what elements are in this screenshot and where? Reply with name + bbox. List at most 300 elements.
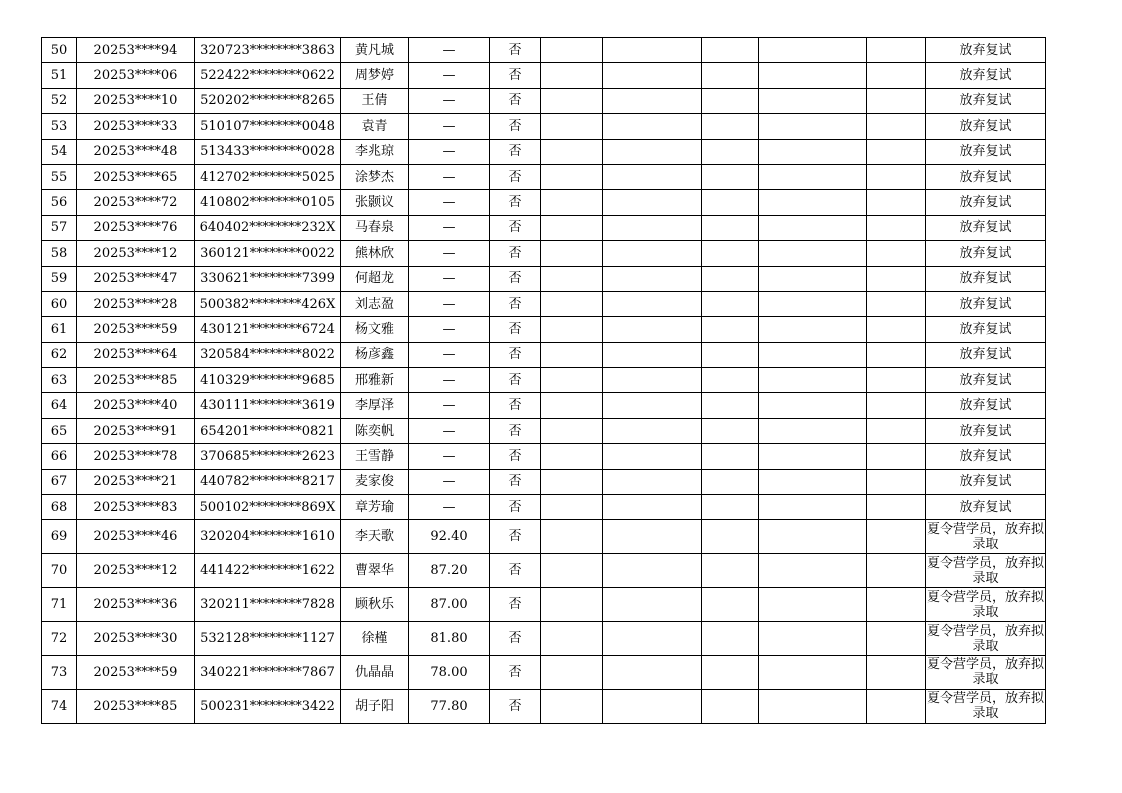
id-number-cell: 320723********3863 <box>195 38 341 63</box>
score-cell: — <box>409 241 490 266</box>
blank-cell <box>702 689 759 723</box>
id-number-cell: 320211********7828 <box>195 588 341 622</box>
note-cell: 放弃复试 <box>926 63 1046 88</box>
admit-flag-cell: 否 <box>490 520 541 554</box>
table-row <box>42 63 1046 88</box>
score-cell: — <box>409 114 490 139</box>
blank-cell <box>702 190 759 215</box>
blank-cell <box>867 689 926 723</box>
id-number-cell: 654201********0821 <box>195 418 341 443</box>
note-cell: 放弃复试 <box>926 266 1046 291</box>
note-cell: 放弃复试 <box>926 241 1046 266</box>
admit-flag-cell: 否 <box>490 393 541 418</box>
blank-cell <box>759 241 867 266</box>
blank-cell <box>541 418 603 443</box>
admit-flag-cell: 否 <box>490 554 541 588</box>
id-number-cell: 360121********0022 <box>195 241 341 266</box>
admit-flag-cell: 否 <box>490 444 541 469</box>
blank-cell <box>702 393 759 418</box>
score-cell: — <box>409 291 490 316</box>
blank-cell <box>702 418 759 443</box>
note-cell: 放弃复试 <box>926 393 1046 418</box>
blank-cell <box>541 139 603 164</box>
blank-cell <box>759 393 867 418</box>
name-cell: 李厚泽 <box>341 393 409 418</box>
blank-cell <box>867 444 926 469</box>
blank-cell <box>759 554 867 588</box>
name-cell: 仇晶晶 <box>341 655 409 689</box>
blank-cell <box>759 291 867 316</box>
blank-cell <box>759 342 867 367</box>
blank-cell <box>603 63 702 88</box>
blank-cell <box>603 444 702 469</box>
blank-cell <box>702 139 759 164</box>
blank-cell <box>603 291 702 316</box>
blank-cell <box>702 554 759 588</box>
seq-cell: 58 <box>42 241 77 266</box>
blank-cell <box>867 317 926 342</box>
blank-cell <box>541 622 603 656</box>
name-cell: 曹翠华 <box>341 554 409 588</box>
admit-flag-cell: 否 <box>490 469 541 494</box>
name-cell: 顾秋乐 <box>341 588 409 622</box>
blank-cell <box>702 655 759 689</box>
blank-cell <box>541 588 603 622</box>
note-cell: 放弃复试 <box>926 444 1046 469</box>
seq-cell: 51 <box>42 63 77 88</box>
blank-cell <box>702 241 759 266</box>
seq-cell: 65 <box>42 418 77 443</box>
note-cell: 放弃复试 <box>926 164 1046 189</box>
name-cell: 何超龙 <box>341 266 409 291</box>
blank-cell <box>867 114 926 139</box>
score-cell: — <box>409 418 490 443</box>
id-number-cell: 430121********6724 <box>195 317 341 342</box>
id-number-cell: 440782********8217 <box>195 469 341 494</box>
table-row <box>42 114 1046 139</box>
id-number-cell: 510107********0048 <box>195 114 341 139</box>
blank-cell <box>867 495 926 520</box>
score-cell: 77.80 <box>409 689 490 723</box>
score-cell: — <box>409 38 490 63</box>
note-cell: 放弃复试 <box>926 418 1046 443</box>
blank-cell <box>603 266 702 291</box>
score-cell: — <box>409 63 490 88</box>
note-cell: 放弃复试 <box>926 215 1046 240</box>
blank-cell <box>867 469 926 494</box>
note-cell: 放弃复试 <box>926 139 1046 164</box>
blank-cell <box>759 495 867 520</box>
blank-cell <box>603 38 702 63</box>
table-row <box>42 368 1046 393</box>
note-cell: 夏令营学员，放弃拟录取 <box>926 691 1044 722</box>
table-row <box>42 588 1046 622</box>
blank-cell <box>702 622 759 656</box>
exam-number-cell: 20253****47 <box>77 266 195 291</box>
blank-cell <box>541 266 603 291</box>
name-cell: 李兆琼 <box>341 139 409 164</box>
exam-number-cell: 20253****65 <box>77 164 195 189</box>
note-cell: 放弃复试 <box>926 291 1046 316</box>
name-cell: 杨文雅 <box>341 317 409 342</box>
note-cell: 夏令营学员，放弃拟录取 <box>926 589 1044 620</box>
seq-cell: 64 <box>42 393 77 418</box>
table-row <box>42 38 1046 63</box>
blank-cell <box>702 469 759 494</box>
table-row <box>42 689 1046 723</box>
name-cell: 章芳瑜 <box>341 495 409 520</box>
name-cell: 刘志盈 <box>341 291 409 316</box>
exam-number-cell: 20253****30 <box>77 622 195 656</box>
note-cell: 放弃复试 <box>926 495 1046 520</box>
name-cell: 麦家俊 <box>341 469 409 494</box>
blank-cell <box>759 520 867 554</box>
score-cell: 92.40 <box>409 520 490 554</box>
blank-cell <box>541 190 603 215</box>
blank-cell <box>603 469 702 494</box>
exam-number-cell: 20253****59 <box>77 655 195 689</box>
blank-cell <box>702 291 759 316</box>
blank-cell <box>867 139 926 164</box>
blank-cell <box>759 139 867 164</box>
blank-cell <box>759 215 867 240</box>
blank-cell <box>603 88 702 113</box>
seq-cell: 69 <box>42 520 77 554</box>
seq-cell: 73 <box>42 655 77 689</box>
blank-cell <box>603 342 702 367</box>
admit-flag-cell: 否 <box>490 689 541 723</box>
blank-cell <box>541 38 603 63</box>
score-cell: 87.20 <box>409 554 490 588</box>
note-cell: 放弃复试 <box>926 342 1046 367</box>
note-cell: 放弃复试 <box>926 469 1046 494</box>
name-cell: 涂梦杰 <box>341 164 409 189</box>
blank-cell <box>541 88 603 113</box>
exam-number-cell: 20253****33 <box>77 114 195 139</box>
table-row <box>42 317 1046 342</box>
score-cell: 78.00 <box>409 655 490 689</box>
blank-cell <box>541 444 603 469</box>
exam-number-cell: 20253****36 <box>77 588 195 622</box>
blank-cell <box>759 418 867 443</box>
admit-flag-cell: 否 <box>490 241 541 266</box>
score-cell: — <box>409 164 490 189</box>
score-cell: — <box>409 444 490 469</box>
id-number-cell: 370685********2623 <box>195 444 341 469</box>
admit-flag-cell: 否 <box>490 495 541 520</box>
name-cell: 熊林欣 <box>341 241 409 266</box>
blank-cell <box>759 622 867 656</box>
blank-cell <box>603 368 702 393</box>
score-cell: — <box>409 139 490 164</box>
blank-cell <box>867 241 926 266</box>
blank-cell <box>759 190 867 215</box>
blank-cell <box>702 164 759 189</box>
seq-cell: 72 <box>42 622 77 656</box>
exam-number-cell: 20253****06 <box>77 63 195 88</box>
blank-cell <box>759 88 867 113</box>
admit-flag-cell: 否 <box>490 215 541 240</box>
blank-cell <box>867 622 926 656</box>
blank-cell <box>867 655 926 689</box>
table-row <box>42 554 1046 588</box>
id-number-cell: 410329********9685 <box>195 368 341 393</box>
score-cell: 87.00 <box>409 588 490 622</box>
blank-cell <box>541 393 603 418</box>
admit-flag-cell: 否 <box>490 38 541 63</box>
blank-cell <box>759 588 867 622</box>
blank-cell <box>867 266 926 291</box>
blank-cell <box>759 317 867 342</box>
name-cell: 王雪静 <box>341 444 409 469</box>
exam-number-cell: 20253****59 <box>77 317 195 342</box>
blank-cell <box>603 554 702 588</box>
note-cell: 放弃复试 <box>926 368 1046 393</box>
exam-number-cell: 20253****48 <box>77 139 195 164</box>
score-cell: — <box>409 495 490 520</box>
blank-cell <box>603 241 702 266</box>
seq-cell: 59 <box>42 266 77 291</box>
note-cell: 夏令营学员，放弃拟录取 <box>926 521 1044 552</box>
blank-cell <box>603 317 702 342</box>
admit-flag-cell: 否 <box>490 317 541 342</box>
id-number-cell: 330621********7399 <box>195 266 341 291</box>
score-cell: — <box>409 342 490 367</box>
score-cell: — <box>409 469 490 494</box>
name-cell: 徐槿 <box>341 622 409 656</box>
blank-cell <box>702 588 759 622</box>
blank-cell <box>759 368 867 393</box>
blank-cell <box>603 418 702 443</box>
blank-cell <box>603 164 702 189</box>
blank-cell <box>759 114 867 139</box>
blank-cell <box>702 368 759 393</box>
exam-number-cell: 20253****12 <box>77 241 195 266</box>
blank-cell <box>603 622 702 656</box>
seq-cell: 70 <box>42 554 77 588</box>
name-cell: 周梦婷 <box>341 63 409 88</box>
exam-number-cell: 20253****83 <box>77 495 195 520</box>
blank-cell <box>702 88 759 113</box>
name-cell: 袁青 <box>341 114 409 139</box>
blank-cell <box>541 291 603 316</box>
exam-number-cell: 20253****21 <box>77 469 195 494</box>
table-row <box>42 164 1046 189</box>
exam-number-cell: 20253****94 <box>77 38 195 63</box>
note-cell: 放弃复试 <box>926 114 1046 139</box>
id-number-cell: 412702********5025 <box>195 164 341 189</box>
id-number-cell: 441422********1622 <box>195 554 341 588</box>
blank-cell <box>541 342 603 367</box>
admit-flag-cell: 否 <box>490 190 541 215</box>
blank-cell <box>867 63 926 88</box>
blank-cell <box>867 368 926 393</box>
seq-cell: 54 <box>42 139 77 164</box>
score-cell: — <box>409 317 490 342</box>
blank-cell <box>541 520 603 554</box>
exam-number-cell: 20253****72 <box>77 190 195 215</box>
blank-cell <box>541 368 603 393</box>
blank-cell <box>541 63 603 88</box>
blank-cell <box>759 164 867 189</box>
blank-cell <box>702 266 759 291</box>
blank-cell <box>603 393 702 418</box>
results-table <box>41 37 1046 724</box>
blank-cell <box>702 495 759 520</box>
table-row <box>42 88 1046 113</box>
blank-cell <box>867 38 926 63</box>
blank-cell <box>759 469 867 494</box>
exam-number-cell: 20253****46 <box>77 520 195 554</box>
seq-cell: 67 <box>42 469 77 494</box>
exam-number-cell: 20253****76 <box>77 215 195 240</box>
blank-cell <box>603 520 702 554</box>
id-number-cell: 340221********7867 <box>195 655 341 689</box>
blank-cell <box>759 689 867 723</box>
blank-cell <box>541 317 603 342</box>
name-cell: 马春泉 <box>341 215 409 240</box>
blank-cell <box>702 444 759 469</box>
name-cell: 陈奕帆 <box>341 418 409 443</box>
table-row <box>42 622 1046 656</box>
exam-number-cell: 20253****12 <box>77 554 195 588</box>
table-row <box>42 241 1046 266</box>
admit-flag-cell: 否 <box>490 88 541 113</box>
score-cell: — <box>409 266 490 291</box>
id-number-cell: 500231********3422 <box>195 689 341 723</box>
table-body <box>42 38 1046 724</box>
blank-cell <box>603 190 702 215</box>
table-row <box>42 139 1046 164</box>
blank-cell <box>867 291 926 316</box>
seq-cell: 66 <box>42 444 77 469</box>
table-row <box>42 393 1046 418</box>
id-number-cell: 500382********426X <box>195 291 341 316</box>
seq-cell: 52 <box>42 88 77 113</box>
note-cell: 夏令营学员，放弃拟录取 <box>926 623 1044 654</box>
name-cell: 邢雅新 <box>341 368 409 393</box>
blank-cell <box>541 495 603 520</box>
name-cell: 胡子阳 <box>341 689 409 723</box>
exam-number-cell: 20253****85 <box>77 689 195 723</box>
blank-cell <box>541 554 603 588</box>
seq-cell: 61 <box>42 317 77 342</box>
blank-cell <box>702 38 759 63</box>
id-number-cell: 320584********8022 <box>195 342 341 367</box>
blank-cell <box>867 418 926 443</box>
blank-cell <box>541 164 603 189</box>
exam-number-cell: 20253****78 <box>77 444 195 469</box>
blank-cell <box>867 342 926 367</box>
score-cell: — <box>409 368 490 393</box>
blank-cell <box>603 689 702 723</box>
table-row <box>42 655 1046 689</box>
id-number-cell: 430111********3619 <box>195 393 341 418</box>
id-number-cell: 640402********232X <box>195 215 341 240</box>
table-row <box>42 444 1046 469</box>
id-number-cell: 532128********1127 <box>195 622 341 656</box>
blank-cell <box>867 190 926 215</box>
seq-cell: 74 <box>42 689 77 723</box>
blank-cell <box>702 63 759 88</box>
admit-flag-cell: 否 <box>490 266 541 291</box>
note-cell: 放弃复试 <box>926 88 1046 113</box>
note-cell: 夏令营学员，放弃拟录取 <box>926 555 1044 586</box>
id-number-cell: 522422********0622 <box>195 63 341 88</box>
seq-cell: 71 <box>42 588 77 622</box>
table-row <box>42 418 1046 443</box>
blank-cell <box>759 63 867 88</box>
blank-cell <box>702 215 759 240</box>
table-row <box>42 190 1046 215</box>
blank-cell <box>702 317 759 342</box>
blank-cell <box>867 554 926 588</box>
table-row <box>42 266 1046 291</box>
note-cell: 放弃复试 <box>926 317 1046 342</box>
blank-cell <box>603 139 702 164</box>
score-cell: — <box>409 393 490 418</box>
seq-cell: 56 <box>42 190 77 215</box>
score-cell: — <box>409 215 490 240</box>
seq-cell: 60 <box>42 291 77 316</box>
name-cell: 王倩 <box>341 88 409 113</box>
blank-cell <box>603 655 702 689</box>
id-number-cell: 410802********0105 <box>195 190 341 215</box>
admit-flag-cell: 否 <box>490 655 541 689</box>
score-cell: — <box>409 190 490 215</box>
id-number-cell: 513433********0028 <box>195 139 341 164</box>
note-cell: 放弃复试 <box>926 190 1046 215</box>
admit-flag-cell: 否 <box>490 342 541 367</box>
blank-cell <box>702 342 759 367</box>
exam-number-cell: 20253****40 <box>77 393 195 418</box>
note-cell: 放弃复试 <box>926 38 1046 63</box>
blank-cell <box>541 689 603 723</box>
admit-flag-cell: 否 <box>490 622 541 656</box>
exam-number-cell: 20253****10 <box>77 88 195 113</box>
admit-flag-cell: 否 <box>490 114 541 139</box>
seq-cell: 68 <box>42 495 77 520</box>
blank-cell <box>702 520 759 554</box>
admit-flag-cell: 否 <box>490 139 541 164</box>
blank-cell <box>603 495 702 520</box>
admit-flag-cell: 否 <box>490 164 541 189</box>
blank-cell <box>759 444 867 469</box>
exam-number-cell: 20253****64 <box>77 342 195 367</box>
score-cell: 81.80 <box>409 622 490 656</box>
note-cell: 夏令营学员，放弃拟录取 <box>926 657 1044 688</box>
seq-cell: 63 <box>42 368 77 393</box>
blank-cell <box>541 114 603 139</box>
table-row <box>42 215 1046 240</box>
blank-cell <box>541 215 603 240</box>
admit-flag-cell: 否 <box>490 63 541 88</box>
blank-cell <box>759 38 867 63</box>
admit-flag-cell: 否 <box>490 588 541 622</box>
id-number-cell: 500102********869X <box>195 495 341 520</box>
blank-cell <box>541 241 603 266</box>
blank-cell <box>603 215 702 240</box>
table-row <box>42 342 1046 367</box>
seq-cell: 53 <box>42 114 77 139</box>
blank-cell <box>541 469 603 494</box>
table-row <box>42 291 1046 316</box>
exam-number-cell: 20253****91 <box>77 418 195 443</box>
blank-cell <box>867 215 926 240</box>
name-cell: 张颢议 <box>341 190 409 215</box>
admit-flag-cell: 否 <box>490 291 541 316</box>
blank-cell <box>759 655 867 689</box>
